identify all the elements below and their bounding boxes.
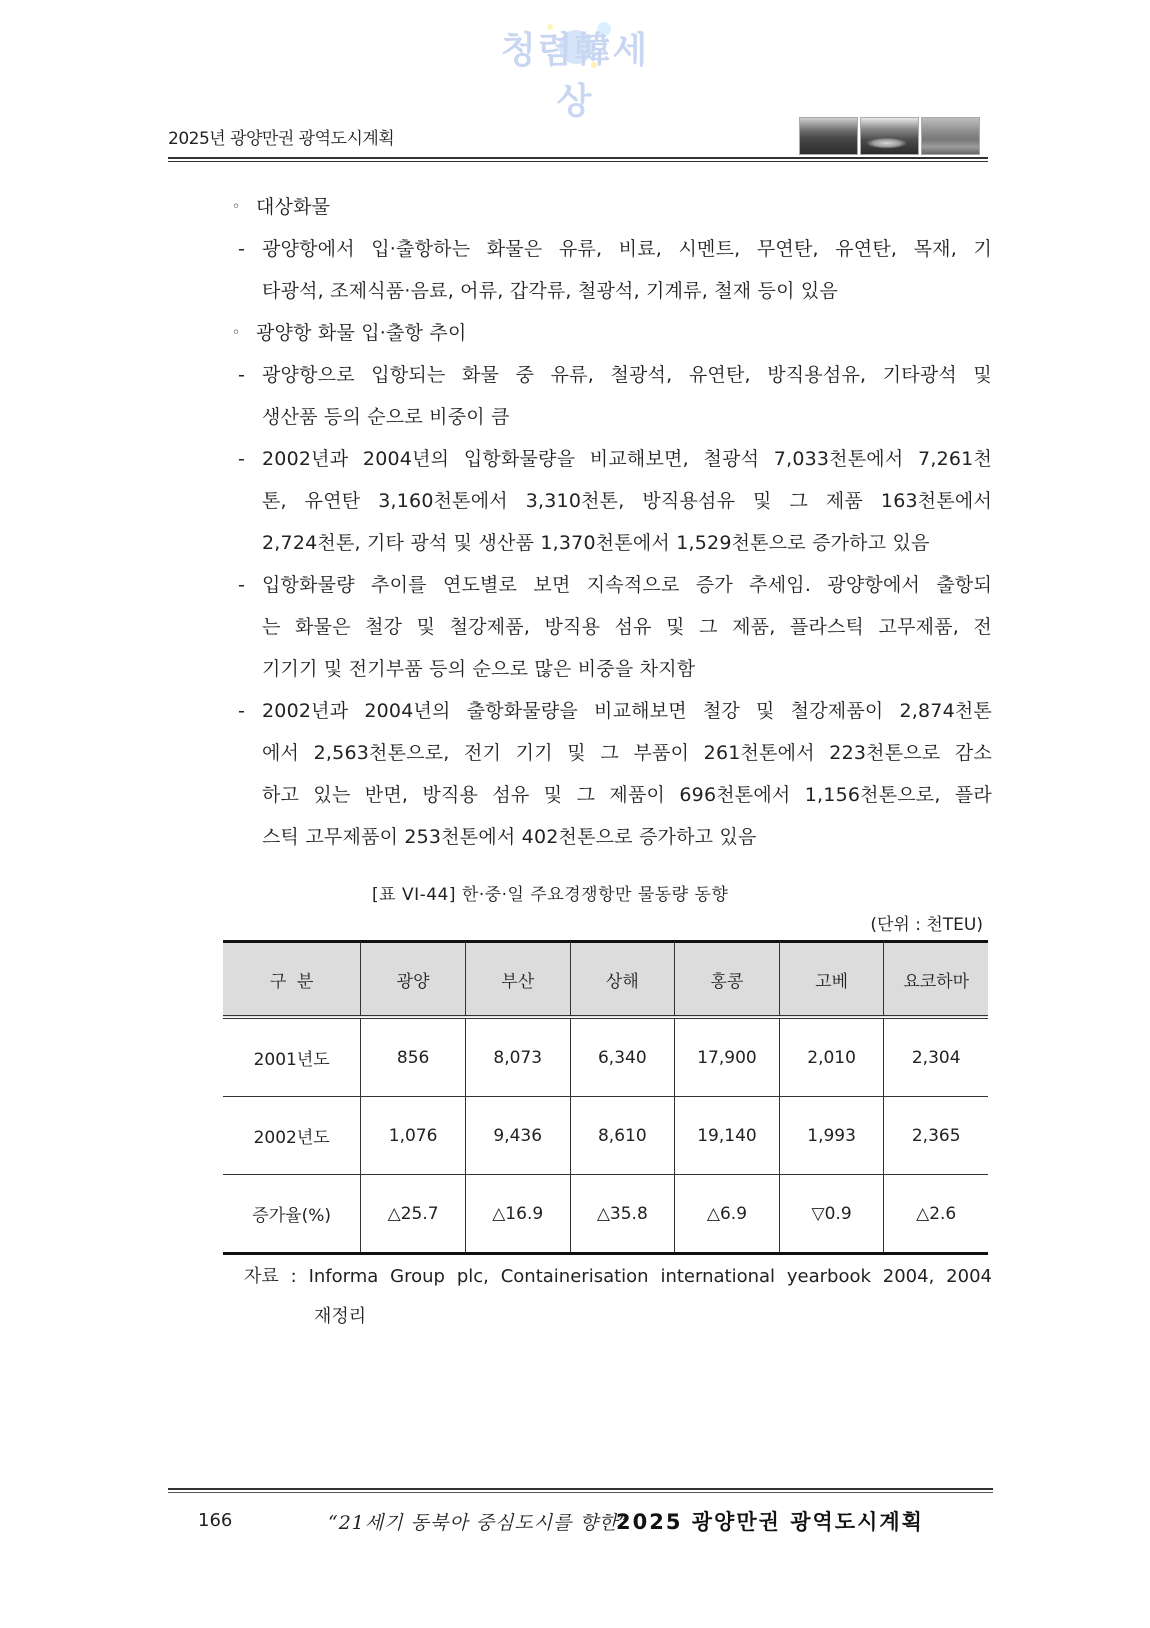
header-cell-yokohama: 요코하마	[884, 942, 988, 1018]
table-cell: 17,900	[675, 1017, 780, 1097]
table-header-row	[223, 942, 988, 1018]
table-cell: 2,010	[779, 1017, 884, 1097]
table-cell: △6.9	[675, 1175, 780, 1254]
header-photo-strip	[799, 117, 980, 155]
table-cell: △25.7	[361, 1175, 466, 1254]
table-source-note: 자료 : Informa Group plc, Containerisation international yearbook 2004, 2004 재정리	[244, 1266, 992, 1327]
header-cell-shanghai: 상해	[570, 942, 675, 1018]
bullet-icon: ◦	[232, 325, 241, 341]
table-row	[223, 1017, 988, 1097]
table-cell: 2,365	[884, 1097, 988, 1175]
dash-icon: -	[238, 700, 246, 722]
footer-divider	[168, 1488, 993, 1490]
watermark-text: 청렴韓세상	[500, 30, 650, 122]
table-cell: 856	[361, 1017, 466, 1097]
row-label: 2001년도	[253, 1050, 330, 1070]
table-row	[223, 1175, 988, 1254]
header-cell-gwangyang: 광양	[361, 942, 466, 1018]
table-cell: 8,073	[465, 1017, 570, 1097]
table-cell: △35.8	[570, 1175, 675, 1254]
header-cell-kobe: 고베	[779, 942, 884, 1018]
row-label: 증가율(%)	[252, 1206, 331, 1226]
table-cell: △2.6	[884, 1175, 988, 1254]
body-text	[230, 186, 992, 858]
header-divider	[168, 157, 988, 159]
dash-paragraph: - 광양항에서 입·출항하는 화물은 유류, 비료, 시멘트, 무연탄, 유연탄, 목재, 기 타광석, 조제식품·음료, 어류, 갑각류, 철광석, 기계류, 철재 등이 있음	[230, 228, 992, 312]
dash-paragraph: - 입항화물량 추이를 연도별로 보면 지속적으로 증가 추세임. 광양항에서 출항되 는 화물은 철강 및 철강제품, 방직용 섬유 및 그 제품, 플라스틱 고무제품, 전 기기기 및 전기부품 등의 순으로 많은 비중을 차지함	[230, 564, 992, 690]
dash-paragraph: - 광양항으로 입항되는 화물 중 유류, 철광석, 유연탄, 방직용섬유, 기타광석 및 생산품 등의 순으로 비중이 큼	[230, 354, 992, 438]
dash-paragraph: - 2002년과 2004년의 출항화물량을 비교해보면 철강 및 철강제품이 2,874천톤 에서 2,563천톤으로, 전기 기기 및 그 부품이 261천톤에서 223천톤으로 감소 하고 있는 반면, 방직용 섬유 및 그 제품이 696천톤에서 1,156천톤으로, 플라 스틱 고무제품이 253천톤에서 402천톤으로 증가하고 있음	[230, 690, 992, 858]
header-photo-river	[860, 117, 919, 155]
footer-divider	[168, 1492, 993, 1493]
table-row	[223, 1097, 988, 1175]
dash-icon: -	[238, 364, 246, 386]
header-cell-hongkong: 홍콩	[675, 942, 780, 1018]
page-number: 166	[198, 1510, 233, 1531]
table-cell: 1,076	[361, 1097, 466, 1175]
header-cell-category: 구 분	[269, 971, 314, 992]
table-cell: 6,340	[570, 1017, 675, 1097]
footer-title: 2025 광양만권 광역도시계획	[616, 1510, 924, 1534]
running-header-title: 2025년 광양만권 광역도시계획	[168, 129, 395, 149]
table-cell: 2,304	[884, 1017, 988, 1097]
dash-icon: -	[238, 448, 246, 470]
table-unit: (단위 : 천TEU)	[870, 915, 983, 935]
header-divider	[168, 161, 988, 162]
dash-icon: -	[238, 238, 246, 260]
table-cell: 9,436	[465, 1097, 570, 1175]
port-throughput-table	[223, 940, 988, 1255]
header-photo-coast	[921, 117, 980, 155]
table-cell: 19,140	[675, 1097, 780, 1175]
table-caption: [표 VI-44] 한·중·일 주요경쟁항만 물동량 동향	[372, 885, 729, 905]
watermark-logo	[487, 18, 663, 122]
bullet-heading: ◦ 대상화물	[230, 186, 992, 228]
footer-slogan: “21세기 동북아 중심도시를 향한”	[328, 1512, 629, 1534]
header-photo-landscape	[799, 117, 858, 155]
table-cell: ▽0.9	[779, 1175, 884, 1254]
bullet-icon: ◦	[232, 199, 241, 215]
row-label: 2002년도	[253, 1128, 330, 1148]
dash-icon: -	[238, 574, 246, 596]
table-cell: 1,993	[779, 1097, 884, 1175]
dash-paragraph: - 2002년과 2004년의 입항화물량을 비교해보면, 철광석 7,033천톤에서 7,261천 톤, 유연탄 3,160천톤에서 3,310천톤, 방직용섬유 및 그 제품 163천톤에서 2,724천톤, 기타 광석 및 생산품 1,370천톤에서 1,529천톤으로 증가하고 있음	[230, 438, 992, 564]
table-cell: △16.9	[465, 1175, 570, 1254]
bullet-heading: ◦ 광양항 화물 입·출항 추이	[230, 312, 992, 354]
header-cell-busan: 부산	[465, 942, 570, 1018]
table-cell: 8,610	[570, 1097, 675, 1175]
